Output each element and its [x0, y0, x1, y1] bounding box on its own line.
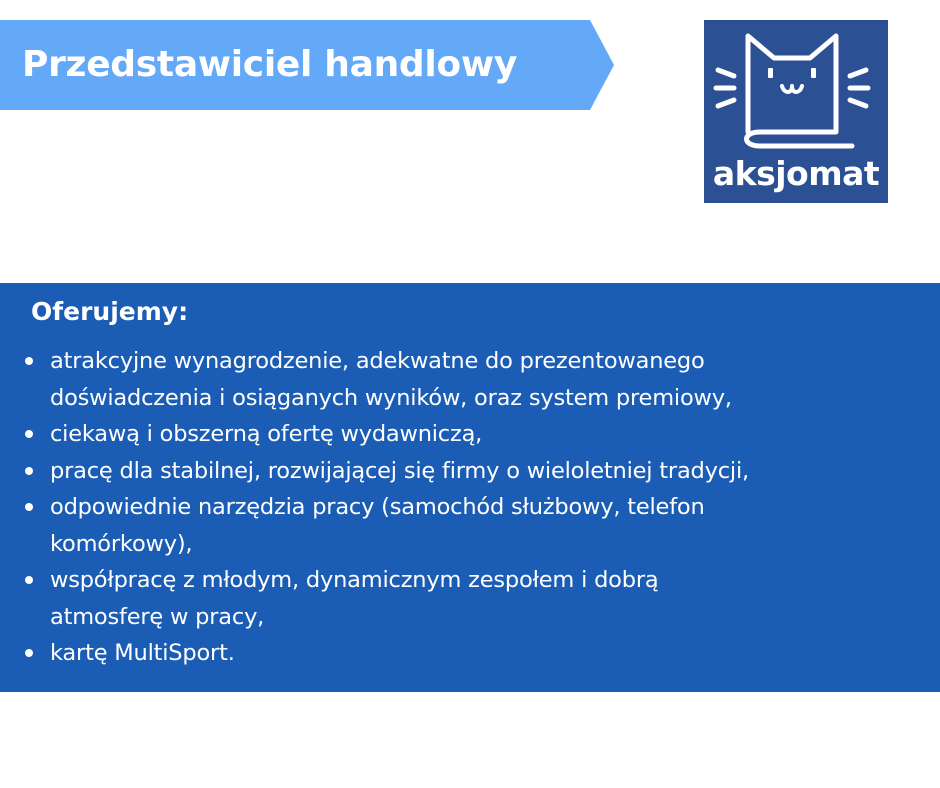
list-item [0, 635, 930, 672]
list-item [0, 416, 930, 453]
offer-panel [0, 283, 940, 692]
list-item-line: atmosferę w pracy, [50, 603, 265, 630]
offer-list [0, 343, 930, 672]
list-item-line: komórkowy), [50, 530, 193, 557]
list-item-line: kartę MultiSport. [50, 640, 235, 666]
bullet-icon [25, 503, 33, 511]
list-item-line: ciekawą i obszerną ofertę wydawniczą, [50, 421, 483, 447]
list-item-line: atrakcyjne wynagrodzenie, adekwatne do prezentowanego [50, 348, 705, 374]
bullet-icon [25, 649, 33, 657]
list-item [0, 562, 930, 635]
list-item [0, 453, 930, 490]
list-item-line: pracę dla stabilnej, rozwijającej się firmy o wieloletniej tradycji, [50, 457, 749, 484]
bullet-icon [25, 576, 33, 584]
bullet-icon [25, 467, 33, 475]
bullet-icon [25, 430, 33, 438]
list-item-line: współpracę z młodym, dynamicznym zespołem i dobrą [50, 567, 659, 593]
offer-heading: Oferujemy: [31, 297, 189, 326]
list-item [0, 489, 930, 562]
title-banner [0, 20, 614, 110]
list-item-line: odpowiednie narzędzia pracy (samochód służbowy, telefon [50, 494, 705, 520]
aksjomat-logo [704, 20, 888, 203]
cat-icon [704, 20, 888, 160]
logo-wordmark: aksjomat [712, 154, 880, 193]
page-title: Przedstawiciel handlowy [22, 44, 517, 85]
list-item-line: doświadczenia i osiąganych wyników, oraz system premiowy, [50, 384, 732, 411]
bullet-icon [25, 357, 33, 365]
list-item [0, 343, 930, 416]
